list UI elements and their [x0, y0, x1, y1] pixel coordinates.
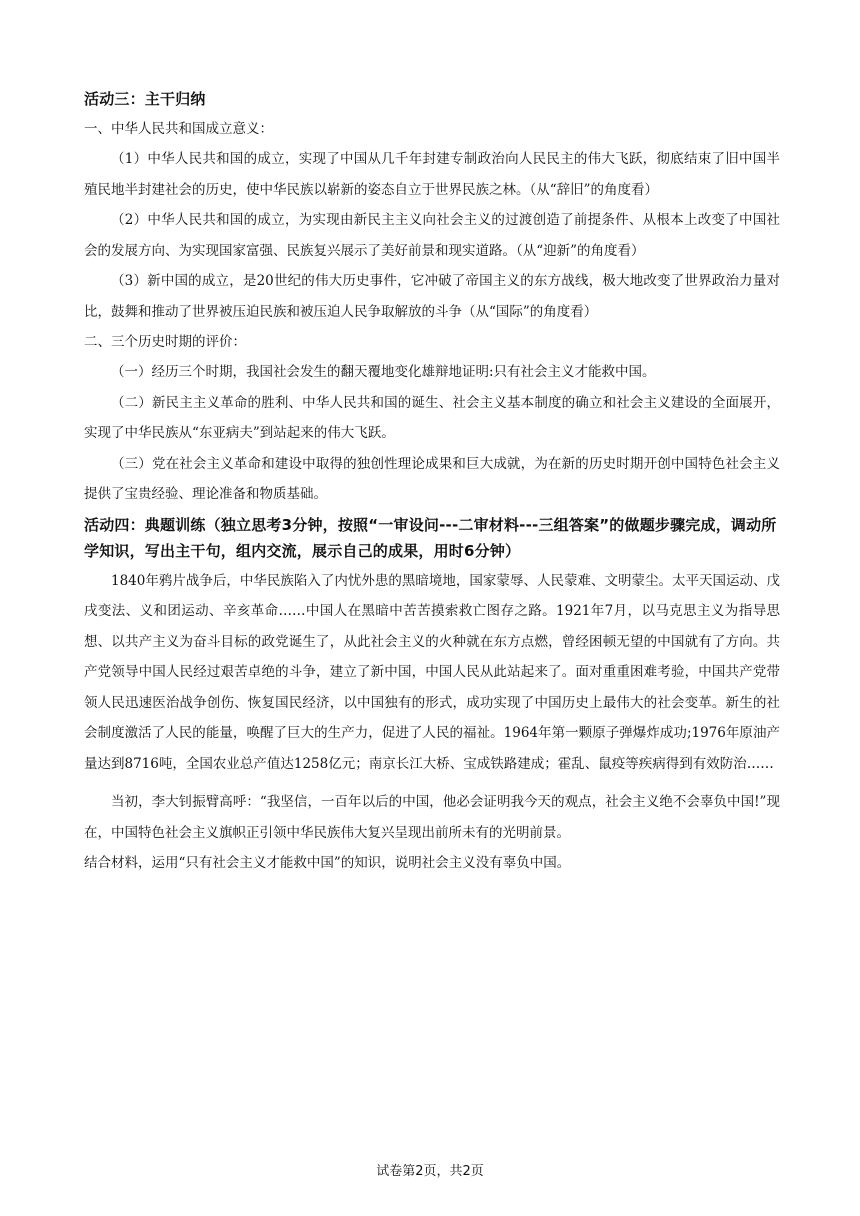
- page-footer: 试卷第2页，共2页: [376, 1164, 484, 1179]
- section2-item-3: （三）党在社会主义革命和建设中取得的独创性理论成果和巨大成就，为在新的历史时期开创中国特色社会主义提供了宝贵经验、理论准备和物质基础。: [84, 455, 780, 502]
- section2-item-1: （一）经历三个时期，我国社会发生的翻天覆地变化雄辩地证明:只有社会主义才能救中国。: [111, 364, 656, 380]
- question-prompt: 结合材料，运用“只有社会主义才能救中国”的知识，说明社会主义没有辜负中国。: [84, 855, 571, 871]
- section1-title: 一、中华人民共和国成立意义：: [84, 121, 273, 137]
- activity3-title: 活动三：主干归纳: [84, 90, 206, 108]
- activity4-title: 活动四：典题训练（独立思考3分钟，按照“一审设问---二审材料---三组答案”的做题步骤完成，调动所学知识，写出主干句，组内交流，展示自己的成果，用时6分钟）: [84, 515, 777, 560]
- material-paragraph-1: 1840年鸦片战争后，中华民族陷入了内忧外患的黑暗境地，国家蒙辱、人民蒙难、文明蒙尘。太平天国运动、戊戌变法、义和团运动、辛亥革命……中国人在黑暗中苦苦摸索救亡图存之路。1921年7月，以马克思主义为指导思想、以共产主义为奋斗目标的政党诞生了，从此社会主义的火种就在东方点燃，曾经困顿无望的中国就有了方向。共产党领导中国人民经过艰苦卓绝的斗争，建立了新中国，中国人民从此站起来了。面对重重困难考验，中国共产党带领人民迅速医治战争创伤、恢复国民经济，以中国独有的形式，成功实现了中国历史上最伟大的社会变革。新生的社会制度激活了人民的能量，唤醒了巨大的生产力，促进了人民的福祉。1964年第一颗原子弹爆炸成功;1976年原油产量达到8716吨，全国农业总产值达1258亿元；南京长江大桥、宝成铁路建成；霍乱、鼠疫等疾病得到有效防治……: [84, 572, 780, 772]
- section2-item-2: （二）新民主主义革命的胜利、中华人民共和国的诞生、社会主义基本制度的确立和社会主义建设的全面展开，实现了中华民族从“东亚病夫”到站起来的伟大飞跃。: [84, 394, 780, 441]
- section1-item-3: （3）新中国的成立，是20世纪的伟大历史事件，它冲破了帝国主义的东方战线，极大地改变了世界政治力量对比，鼓舞和推动了世界被压迫民族和被压迫人民争取解放的斗争（从“国际”的角度看）: [84, 273, 780, 320]
- section1-item-1: （1）中华人民共和国的成立，实现了中国从几千年封建专制政治向人民民主的伟大飞跃，彻底结束了旧中国半殖民地半封建社会的历史，使中华民族以崭新的姿态自立于世界民族之林。（从“辞旧”的角度看）: [84, 151, 780, 198]
- material-paragraph-2: 当初，李大钊振臂高呼：“我坚信，一百年以后的中国，他必会证明我今天的观点，社会主义绝不会辜负中国!”现在，中国特色社会主义旗帜正引领中华民族伟大复兴呈现出前所未有的光明前景。: [84, 794, 780, 841]
- section2-title: 二、三个历史时期的评价：: [84, 334, 246, 350]
- section1-item-2: （2）中华人民共和国的成立，为实现由新民主主义向社会主义的过渡创造了前提条件、从根本上改变了中国社会的发展方向、为实现国家富强、民族复兴展示了美好前景和现实道路。（从“迎新”的角度看）: [84, 212, 780, 259]
- exam-page: [84, 84, 780, 878]
